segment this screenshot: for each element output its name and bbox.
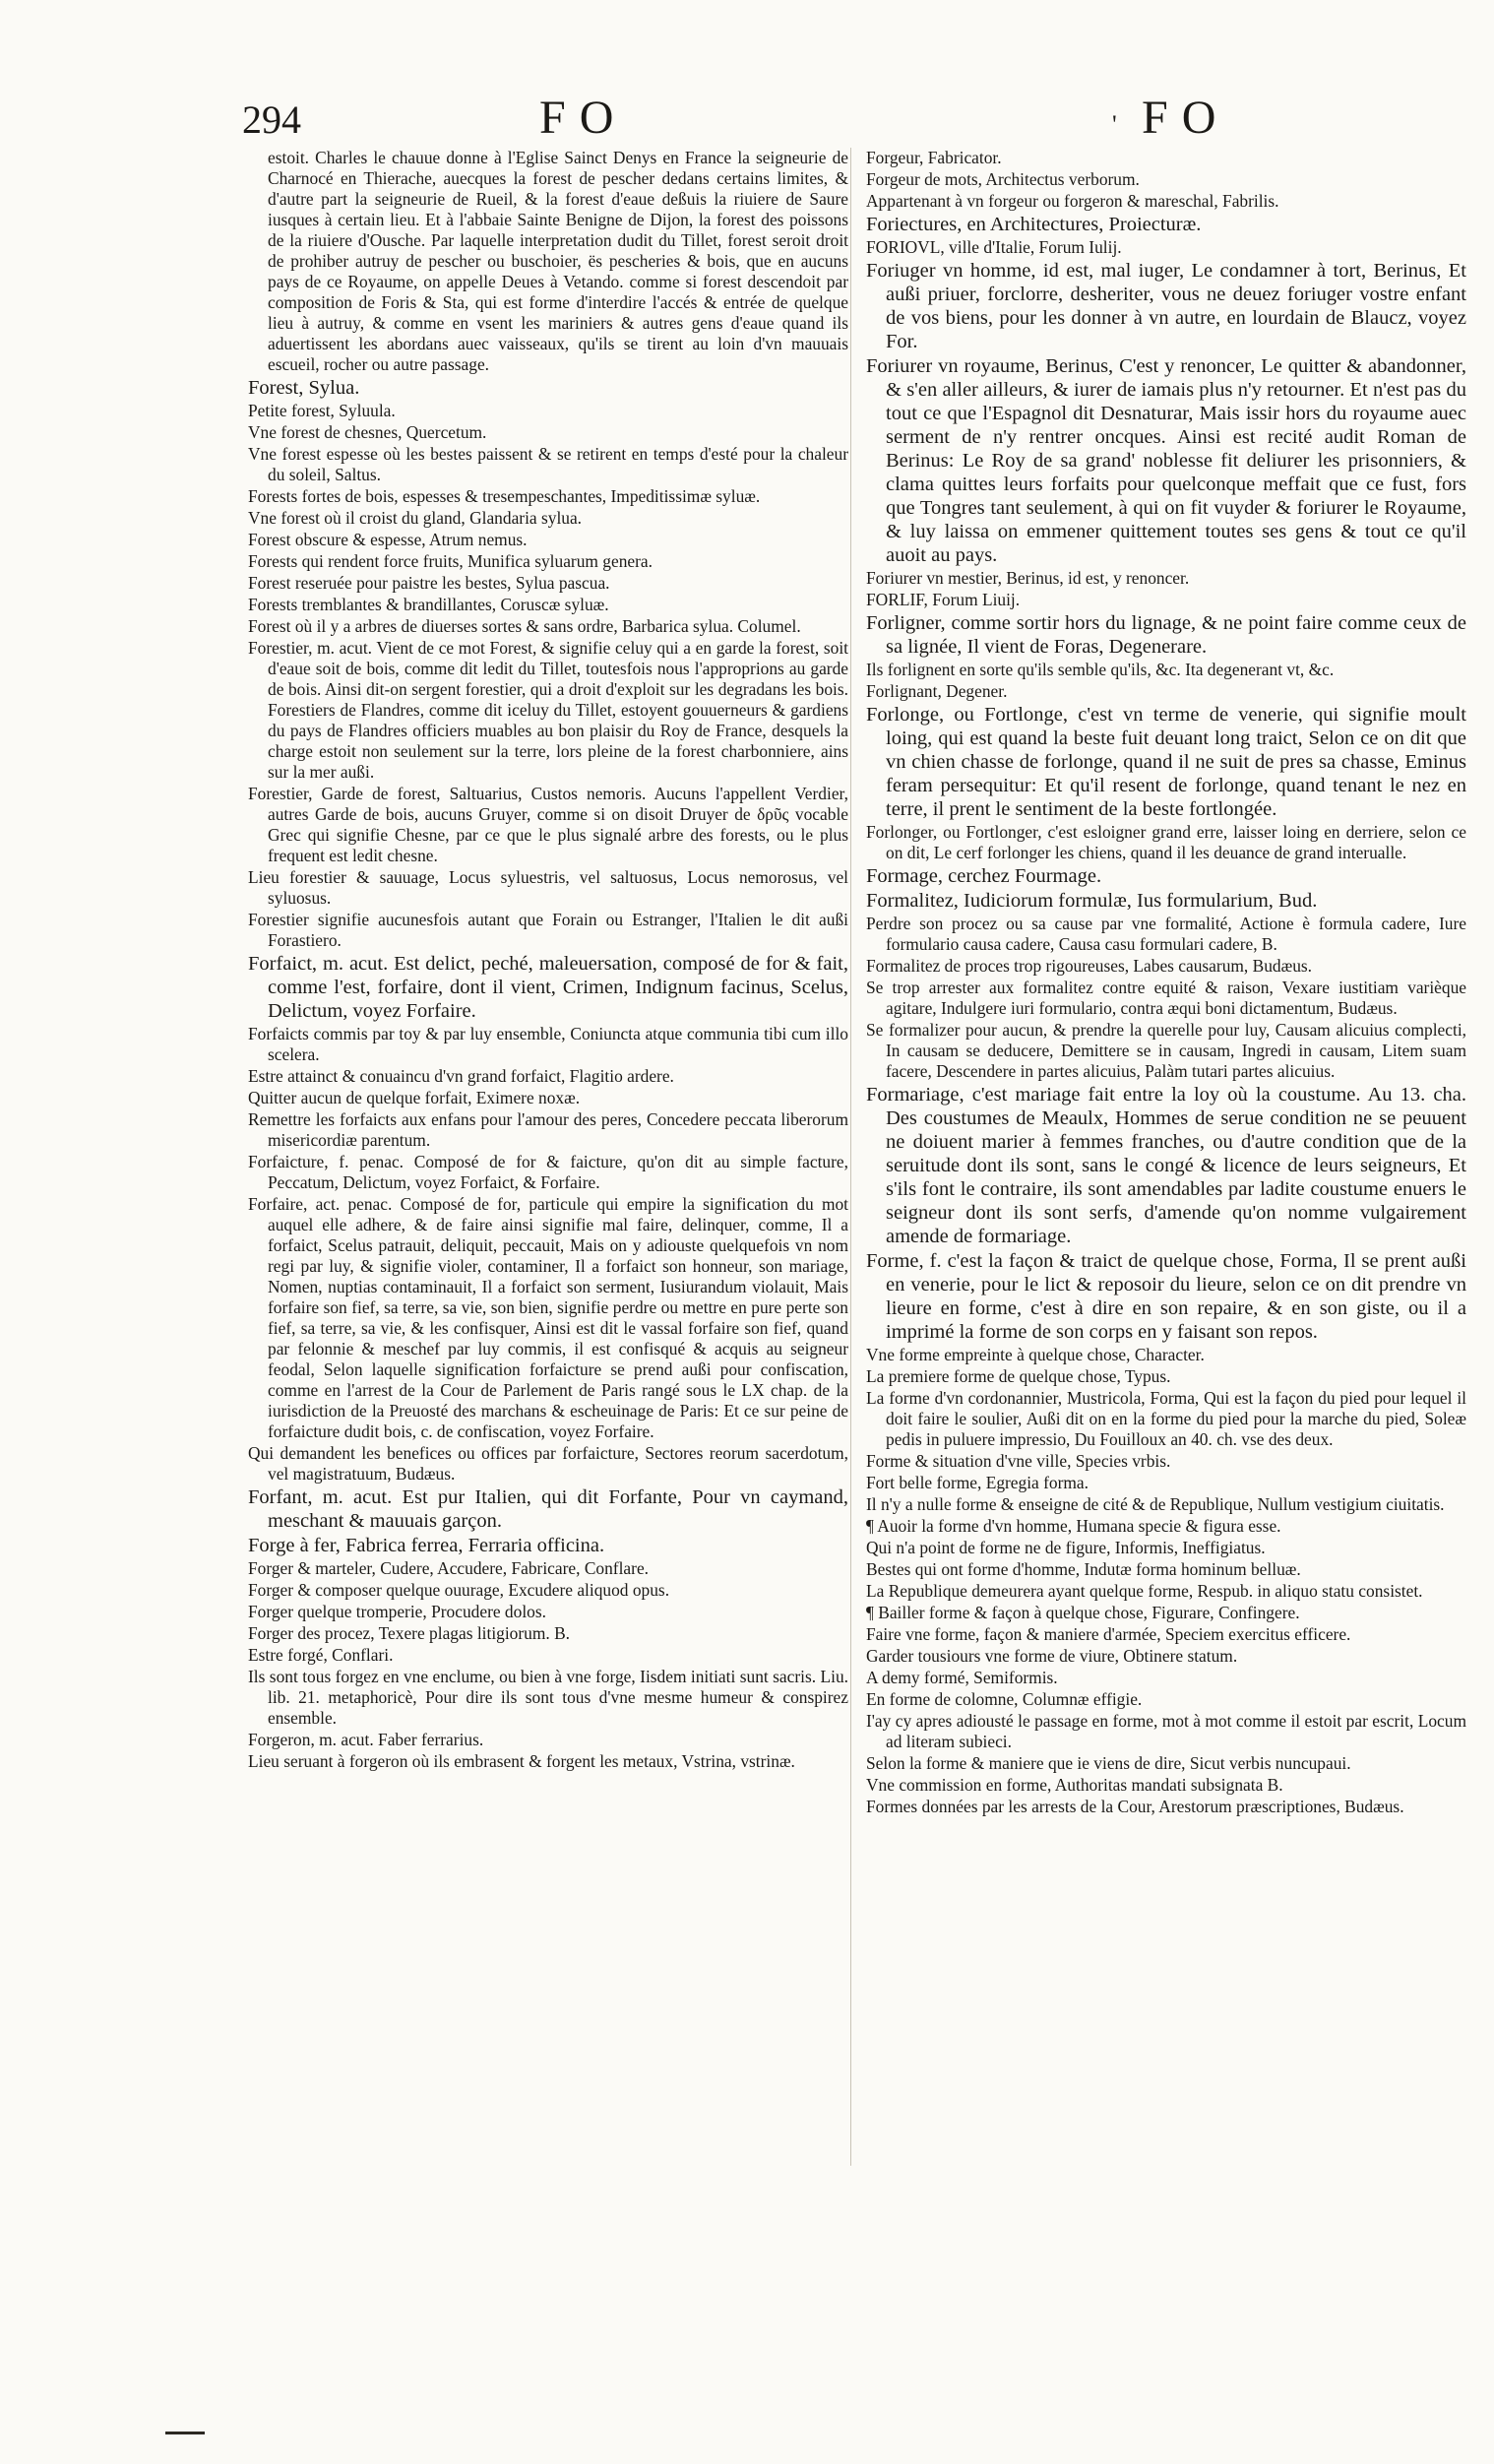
- dictionary-entry: ¶ Bailler forme & façon à quelque chose, Figurare, Confingere.: [866, 1603, 1300, 1622]
- dictionary-entry: Forge à fer, Fabrica ferrea, Ferraria officina.: [248, 1535, 605, 1556]
- dictionary-entry: Formariage, c'est mariage fait entre la loy où la coustume. Au 13. cha. Des coustumes de Meaulx, Hommes de serue condition ne se peuuent ne doiuent marier à femmes franches, ou d'autre condition que de la seruitude dont ils sont, sans le congé & licence de leurs seigneurs, Et s'ils font le contraire, ils sont amendables par ladite coustume enuers le seigneur dont ils sont serfs, d'amende qu'on nomme vulgairement amende de formariage.: [866, 1084, 1466, 1247]
- dictionary-entry: Vne forest où il croist du gland, Glandaria sylua.: [248, 508, 583, 528]
- dictionary-entry: Forgeur de mots, Architectus verborum.: [866, 169, 1140, 189]
- dictionary-entry: Forests qui rendent force fruits, Munifica syluarum genera.: [248, 551, 653, 571]
- running-head-left: FO: [539, 92, 628, 144]
- dictionary-entry: Forlonger, ou Fortlonger, c'est esloigner grand erre, laisser loing en derriere, selon ce on dit, Le cerf forlonger les chiens, quand il les deuance de grand interualle.: [866, 822, 1466, 862]
- dictionary-entry: FORLIF, Forum Liuij.: [866, 590, 1021, 609]
- dictionary-entry: A demy formé, Semiformis.: [866, 1668, 1058, 1687]
- dictionary-entry: La forme d'vn cordonannier, Mustricola, Forma, Qui est la façon du pied pour lequel il doit faire le soulier, Außi dit on en la forme du pied pour la marche du pied, Soleæ pedis in puluere impressio, Du Fouilloux an 40. ch. vse des deux.: [866, 1388, 1466, 1449]
- dictionary-entry: Forest reseruée pour paistre les bestes, Sylua pascua.: [248, 573, 610, 593]
- dictionary-entry: Forfaicture, f. penac. Composé de for & faicture, qu'on dit au simple facture, Peccatum, Delictum, voyez Forfaict, & Forfaire.: [248, 1152, 848, 1192]
- dictionary-entry: Estre attainct & conuaincu d'vn grand forfaict, Flagitio ardere.: [248, 1066, 674, 1086]
- dictionary-entry: Forests tremblantes & brandillantes, Coruscæ syluæ.: [248, 595, 609, 614]
- dictionary-entry: Forme & situation d'vne ville, Species vrbis.: [866, 1451, 1171, 1471]
- page-header: [0, 87, 1494, 146]
- dictionary-entry: Forfaicts commis par toy & par luy ensemble, Coniuncta atque communia tibi cum illo scelera.: [248, 1024, 848, 1064]
- dictionary-entry: Forest où il y a arbres de diuerses sortes & sans ordre, Barbarica sylua. Columel.: [248, 616, 801, 636]
- dictionary-entry: Forests fortes de bois, espesses & tresempeschantes, Impeditissimæ syluæ.: [248, 486, 761, 506]
- dictionary-entry: Formes données par les arrests de la Cour, Arestorum præscriptiones, Budæus.: [866, 1797, 1404, 1816]
- dictionary-entry: Il n'y a nulle forme & enseigne de cité & de Republique, Nullum vestigium ciuitatis.: [866, 1494, 1445, 1514]
- dictionary-entry: Appartenant à vn forgeur ou forgeron & mareschal, Fabrilis.: [866, 191, 1279, 211]
- dictionary-entry: Forfant, m. acut. Est pur Italien, qui dit Forfante, Pour vn caymand, meschant & mauuais garçon.: [248, 1486, 848, 1532]
- dictionary-entry: Forger des procez, Texere plagas litigiorum. B.: [248, 1623, 571, 1643]
- dictionary-entry: Vne forest de chesnes, Quercetum.: [248, 422, 487, 442]
- dictionary-entry: Forest, Sylua.: [248, 377, 360, 399]
- dictionary-entry: Forgeron, m. acut. Faber ferrarius.: [248, 1730, 484, 1749]
- dictionary-entry: Forgeur, Fabricator.: [866, 148, 1002, 167]
- dictionary-entry: Perdre son procez ou sa cause par vne formalité, Actione è formula cadere, Iure formulario causa cadere, Causa casu formulari cadere, B.: [866, 914, 1466, 954]
- running-head-right: FO: [1142, 92, 1230, 144]
- dictionary-entry: Fort belle forme, Egregia forma.: [866, 1473, 1089, 1492]
- dictionary-entry: Vne forest espesse où les bestes paissent & se retirent en temps d'esté pour la chaleur du soleil, Saltus.: [248, 444, 848, 484]
- dictionary-entry: estoit. Charles le chauue donne à l'Eglise Sainct Denys en France la seigneurie de Charnocé en Thierache, auecques la forest de pescher dedans certains limites, & d'autre part la seigneurie de Rueil, & la forest d'eaue deßuis la riuiere de Saure iusques à certain lieu. Et à l'abbaie Sainte Benigne de Dijon, la forest des poissons de la riuiere d'Ousche. Par laquelle interpretation dudit du Tillet, forest seroit droit de prohiber autruy de pescher ou buschoier, ës pescheries & bois, que en aucuns pays de ce Royaume, on appelle Deues à Vetando. comme si forest descendoit par composition de Foris & Sta, qui est forme d'interdire l'accés & entrée de quelque lieu à autruy, & comme en vsent les mariniers & autres gens d'eaue quand ils aduertissent les abordans auec vaisseaux, qu'ils se tirent au loin d'vn mauuais escueil, rocher ou autre passage.: [268, 148, 848, 374]
- dictionary-entry: Bestes qui ont forme d'homme, Indutæ forma hominum belluæ.: [866, 1559, 1301, 1579]
- dictionary-entry: Vne forme empreinte à quelque chose, Character.: [866, 1345, 1205, 1364]
- right-column: [866, 148, 1466, 2195]
- dictionary-entry: Forlignant, Degener.: [866, 681, 1008, 701]
- dictionary-entry: Forfaict, m. acut. Est delict, peché, maleuersation, composé de for & fait, comme l'est, forfaire, dont il vient, Crimen, Indignum facinus, Scelus, Delictum, voyez Forfaire.: [248, 953, 848, 1022]
- dictionary-entry: Forger & marteler, Cudere, Accudere, Fabricare, Conflare.: [248, 1558, 650, 1578]
- dictionary-entry: Garder tousiours vne forme de viure, Obtinere statum.: [866, 1646, 1238, 1666]
- dictionary-entry: FORIOVL, ville d'Italie, Forum Iulij.: [866, 237, 1122, 257]
- bottom-rule-mark: [165, 2432, 205, 2464]
- header-mark: ': [1112, 110, 1117, 139]
- dictionary-entry: Se trop arrester aux formalitez contre equité & raison, Vexare iustitiam varièque agitare, Indulgere iuri formulario, contra æqui boni dictamentum, Budæus.: [866, 978, 1466, 1018]
- dictionary-entry: Forestier, m. acut. Vient de ce mot Forest, & signifie celuy qui a en garde la forest, soit d'eaue soit de bois, comme dit ledit du Tillet, toutesfois nous l'approprions au garde de bois. Ainsi dit-on sergent forestier, qui a droit d'exploit sur les degradans les bois. Forestiers de Flandres, comme dit iceluy du Tillet, estoyent gouuerneurs & gardiens du pays de Flandres officiers muables au bon plaisir du Roy de France, desquels la charge estoit non seulement sur la terre, lors pleine de la forest charbonniere, ains sur la mer außi.: [248, 638, 848, 782]
- page-number: 294: [242, 97, 301, 142]
- dictionary-entry: Selon la forme & maniere que ie viens de dire, Sicut verbis nuncupaui.: [866, 1753, 1351, 1773]
- dictionary-entry: Qui n'a point de forme ne de figure, Informis, Ineffigiatus.: [866, 1538, 1266, 1557]
- dictionary-entry: En forme de colomne, Columnæ effigie.: [866, 1689, 1143, 1709]
- dictionary-entry: Se formalizer pour aucun, & prendre la querelle pour luy, Causam alicuius complecti, In causam se deducere, Demittere se in causam, Ingredi in causam, Litem suam facere, Descendere in partes alicuius, Palàm tutari partes alicuius.: [866, 1020, 1466, 1081]
- dictionary-entry: Forestier, Garde de forest, Saltuarius, Custos nemoris. Aucuns l'appellent Verdier, autres Garde de bois, aucuns Gruyer, comme si on disoit Druyer de δρῦς vocable Grec qui signifie Chesne, par ce que le plus signalé arbre des forests, ou le plus frequent est ledit chesne.: [248, 784, 848, 865]
- dictionary-entry: Faire vne forme, façon & maniere d'armée, Speciem exercitus efficere.: [866, 1624, 1351, 1644]
- dictionary-entry: Forestier signifie aucunesfois autant que Forain ou Estranger, l'Italien le dit außi Forastiero.: [248, 910, 848, 950]
- dictionary-entry: Vne commission en forme, Authoritas mandati subsignata B.: [866, 1775, 1283, 1795]
- dictionary-entry: Estre forgé, Conflari.: [248, 1645, 394, 1665]
- dictionary-entry: Forest obscure & espesse, Atrum nemus.: [248, 530, 528, 549]
- dictionary-entry: I'ay cy apres adiousté le passage en forme, mot à mot comme il estoit par escrit, Locum ad literam subieci.: [866, 1711, 1466, 1751]
- dictionary-entry: Forger quelque tromperie, Procudere dolos.: [248, 1602, 546, 1621]
- dictionary-entry: Lieu forestier & sauuage, Locus syluestris, vel saltuosus, Locus nemorosus, vel syluosus.: [248, 867, 848, 908]
- dictionary-entry: Formalitez de proces trop rigoureuses, Labes causarum, Budæus.: [866, 956, 1313, 976]
- dictionary-entry: Formalitez, Iudiciorum formulæ, Ius formularium, Bud.: [866, 890, 1318, 912]
- dictionary-entry: Foriurer vn mestier, Berinus, id est, y renoncer.: [866, 568, 1190, 588]
- dictionary-entry: Lieu seruant à forgeron où ils embrasent & forgent les metaux, Vstrina, vstrinæ.: [248, 1751, 795, 1771]
- dictionary-entry: Foriectures, en Architectures, Proiecturæ.: [866, 214, 1202, 235]
- dictionary-entry: Forfaire, act. penac. Composé de for, particule qui empire la signification du mot auquel elle adhere, & de faire ainsi signifie mal faire, delinquer, comme, Il a forfaict, Scelus patrauit, deliquit, peccauit, Mais on y adiouste quelquefois vn nom regi par luy, & signifie violer, contaminer, Il a forfaict son honneur, son mariage, Nomen, nuptias contaminauit, Il a forfaict son serment, Iusiurandum violauit, Mais forfaire son fief, sa terre, sa vie, son bien, signifie perdre ou mettre en pure perte son fief, sa terre, sa vie, & les confisquer, Ainsi est dit le vassal forfaire son fief, quand par felonnie & meschef par luy commis, il est confisqué & acquis au seigneur feodal, Selon laquelle signification forfaicture se prend außi pour confiscation, comme en l'arrest de la Cour de Parlement de Paris rangé sous le LX chap. de la iurisdiction de la Preuosté des marchans & escheuinage de Paris: Et ce sur peine de forfaicture dudit bois, c. de confiscation, voyez Forfaire.: [248, 1194, 848, 1441]
- dictionary-entry: Foriuger vn homme, id est, mal iuger, Le condamner à tort, Berinus, Et außi priuer, forclorre, desheriter, vous ne deuez foriuger vostre enfant de vos biens, pour les donner à vn autre, en lourdain de Blaucz, voyez For.: [866, 260, 1466, 352]
- dictionary-entry: Foriurer vn royaume, Berinus, C'est y renoncer, Le quitter & abandonner, & s'en aller ailleurs, & iurer de iamais plus n'y retourner. Et n'est pas du tout ce que l'Espagnol dit Desnaturar, Mais issir hors du royaume auec serment de n'y rentrer oncques. Ainsi est recité audit Roman de Berinus: Le Roy de sa grand' noblesse fit deliurer les prisonniers, & clama quittes leurs forfaits pour quelconque meffait que ce fust, fors que Tongres tant seulement, à qui on fit vuyder & foriurer le Royaume, & luy laissa on emmener quittement toutes ses gens & tout ce qu'il auoit au pays.: [866, 355, 1466, 566]
- dictionary-entry: La premiere forme de quelque chose, Typus.: [866, 1366, 1171, 1386]
- dictionary-entry: Qui demandent les benefices ou offices par forfaicture, Sectores reorum sacerdotum, vel magistratuum, Budæus.: [248, 1443, 848, 1484]
- dictionary-entry: Remettre les forfaicts aux enfans pour l'amour des peres, Concedere peccata liberorum misericordiæ parentum.: [248, 1109, 848, 1150]
- left-column: [248, 148, 848, 2166]
- dictionary-entry: Forligner, comme sortir hors du lignage, & ne point faire comme ceux de sa lignée, Il vient de Foras, Degenerare.: [866, 612, 1466, 658]
- dictionary-entry: Quitter aucun de quelque forfait, Eximere noxæ.: [248, 1088, 581, 1107]
- dictionary-entry: ¶ Auoir la forme d'vn homme, Humana specie & figura esse.: [866, 1516, 1281, 1536]
- dictionary-entry: Ils sont tous forgez en vne enclume, ou bien à vne forge, Iisdem initiati sunt sacris. Liu. lib. 21. metaphoricè, Pour dire ils sont tous d'vne mesme humeur & conspirez ensemble.: [248, 1667, 848, 1728]
- dictionary-entry: Forger & composer quelque ouurage, Excudere aliquod opus.: [248, 1580, 670, 1600]
- dictionary-entry: Forme, f. c'est la façon & traict de quelque chose, Forma, Il se prent außi en venerie, pour le lict & reposoir du lieure, selon ce on dit prendre vn lieure en forme, c'est à dire en son repaire, & en son giste, ou il a imprimé la forme de son corps en y faisant son repos.: [866, 1250, 1466, 1343]
- dictionary-entry: Formage, cerchez Fourmage.: [866, 865, 1102, 887]
- dictionary-entry: Forlonge, ou Fortlonge, c'est vn terme de venerie, qui signifie moult loing, qui est quand la beste fuit deuant long traict, Selon ce on dit que vn chien chasse de forlonge, quand il ne suit de pres sa chasse, Eminus feram persequitur: Et qu'il resent de forlonge, quand tenant le nez en terre, il prent le sentiment de la beste fortlongée.: [866, 704, 1466, 820]
- column-divider: [850, 148, 851, 2166]
- dictionary-entry: Ils forlignent en sorte qu'ils semble qu'ils, &c. Ita degenerant vt, &c.: [866, 660, 1335, 679]
- dictionary-entry: La Republique demeurera ayant quelque forme, Respub. in aliquo statu consistet.: [866, 1581, 1423, 1601]
- dictionary-entry: Petite forest, Syluula.: [248, 401, 396, 420]
